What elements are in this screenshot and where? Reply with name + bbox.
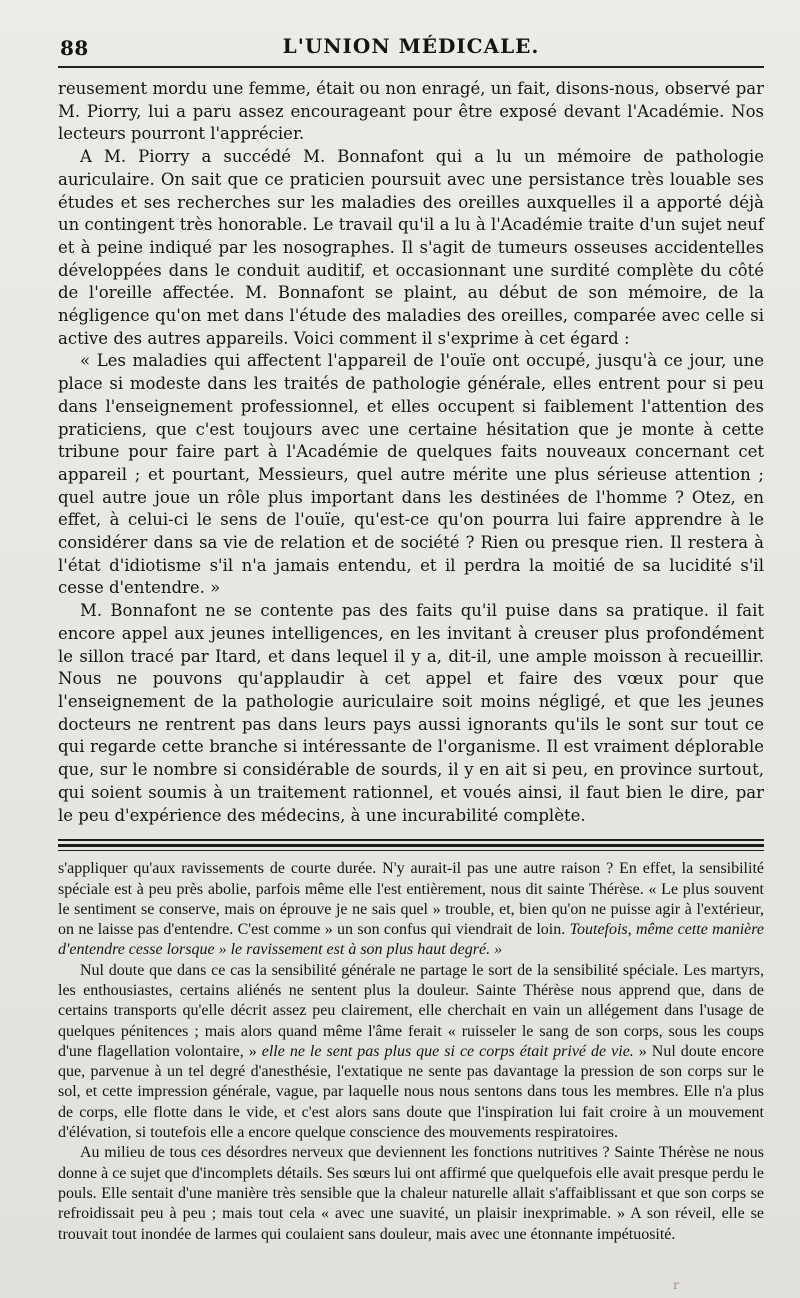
- feuilleton-text: Nul doute que dans ce cas la sensibilité générale ne partage le sort de la sensibilité spéciale. Les martyrs, les enthousiastes, certains aliénés ne sentent plus la douleur. Sainte Thérèse nous apprend que, dans de certains transports qu'elle décrit assez peu clairement, elle cherchait en vain un allégement dans l'usage de quelques pénitences ; mais alors quand même l'âme ferait « ruisseler le sang de son corps, sous les coups d'une flagellation volontaire, »: [58, 961, 764, 1060]
- feuilleton-italic-text: elle ne le sent pas plus que si ce corps était privé de vie.: [261, 1042, 634, 1060]
- article-paragraph: M. Bonnafont ne se contente pas des faits qu'il puise dans sa pratique. il fait encore appel aux jeunes intelligences, en les invitant à creuser plus profondément le sillon tracé par Itard, et dans lequel il y a, dit-il, une ample moisson à recueillir. Nous ne pouvons qu'applaudir à cet appel et faire des vœux pour que l'enseignement de la pathologie auriculaire soit moins négligé, et que les jeunes docteurs ne rentrent pas dans leurs pays aussi ignorants qu'ils le sont sur tout ce qui regarde cette branche si intéressante de l'organisme. Il est vraiment déplorable que, sur le nombre si considérable de sourds, il y en ait si peu, en province surtout, qui soient soumis à un traitement rationnel, et voués ainsi, il faut bien le dire, par le peu d'expérience des médecins, à une incurabilité complète.: [58, 601, 764, 825]
- feuilleton-text: » Nul doute encore que, parvenue à un tel degré d'anesthésie, l'extatique ne sente pas davantage la pression de son corps sur le sol, et cette impression générale, vague, par laquelle nous nous sentons dans tous les membres. Elle n'a plus de corps, elle flotte dans le vide, et c'est alors sans doute que l'inspiration lui fait croire à un mouvement d'élévation, si toutefois elle a encore quelque conscience des mouvements respiratoires.: [58, 1042, 764, 1142]
- separator-rule: [58, 844, 764, 847]
- journal-title: L'UNION MÉDICALE.: [282, 34, 540, 58]
- separator-rule: [58, 850, 764, 851]
- feuilleton-paragraph: [58, 961, 764, 1144]
- running-head: [58, 26, 764, 68]
- footer-mark: r: [673, 1278, 680, 1292]
- page-number: 88: [60, 36, 89, 60]
- separator-rule: [58, 839, 764, 841]
- feuilleton-italic-text: Toutefois, même cette manière d'entendre cesse lorsque » le ravissement est à son plus haut degré. »: [58, 921, 765, 959]
- feuilleton-paragraph: [58, 859, 764, 960]
- feuilleton: [58, 859, 764, 1245]
- feuilleton-separator: [58, 839, 764, 851]
- article-paragraph: reusement mordu une femme, était ou non enragé, un fait, disons-nous, observé par M. Piorry, lui a paru assez encourageant pour être exposé devant l'Académie. Nos lecteurs pourront l'apprécier.: [58, 79, 764, 144]
- feuilleton-text: s'appliquer qu'aux ravissements de courte durée. N'y aurait-il pas une autre raison ? En effet, la sensibilité spéciale est à peu près abolie, parfois même elle l'est entièrement, nous dit sainte Thérèse. « Le plus souvent le sentiment se conserve, mais on éprouve je ne sais quel » trouble, et, bien qu'on ne puisse agir à l'extérieur, on ne laisse pas d'entendre. C'est comme » un son confus qui viendrait de loin.: [58, 860, 764, 939]
- article-body: [58, 78, 764, 827]
- article-paragraph: A M. Piorry a succédé M. Bonnafont qui a lu un mémoire de pathologie auriculaire. On sait que ce praticien poursuit avec une persistance très louable ses études et ses recherches sur les maladies des oreilles auxquelles il a apporté déjà un contingent très honorable. Le travail qu'il a lu à l'Académie traite d'un sujet neuf et à peine indiqué par les nosographes. Il s'agit de tumeurs osseuses accidentelles développées dans le conduit auditif, et occasionnant une surdité complète du côté de l'oreille affectée. M. Bonnafont se plaint, au début de son mémoire, de la négligence qu'on met dans l'étude des maladies des oreilles, comparée avec celle si active des autres appareils. Voici comment il s'exprime à cet égard :: [58, 147, 764, 348]
- feuilleton-paragraph: Au milieu de tous ces désordres nerveux que deviennent les fonctions nutritives ? Sainte Thérèse ne nous donne à ce sujet que d'incomplets détails. Ses sœurs lui ont affirmé que quelquefois elle avait presque perdu le pouls. Elle sentait d'une manière très sensible que la chaleur naturelle allait s'affaiblissant et que son corps se refroidissait peu à peu ; mais tout cela « avec une suavité, un plaisir inexprimable. » A son réveil, elle se trouvait tout inondée de larmes qui coulaient sans douleur, mais avec une étonnante impétuosité.: [58, 1144, 764, 1243]
- article-quotation: « Les maladies qui affectent l'appareil de l'ouïe ont occupé, jusqu'à ce jour, une place si modeste dans les traités de pathologie générale, elles entrent pour si peu dans l'enseignement professionnel, et elles occupent si faiblement l'attention des praticiens, que c'est toujours avec une certaine hésitation que je monte à cette tribune pour faire part à l'Académie de quelques faits nouveaux concernant cet appareil ; et pourtant, Messieurs, quel autre mérite une plus sérieuse attention ; quel autre joue un rôle plus important dans les destinées de l'homme ? Otez, en effet, à celui-ci le sens de l'ouïe, qu'est-ce qu'on pourra lui faire apprendre à le considérer dans sa vie de relation et de société ? Rien ou presque rien. Il restera à l'état d'idiotisme s'il n'a jamais entendu, et il perdra la moitié de sa lucidité s'il cesse d'entendre. »: [58, 351, 764, 598]
